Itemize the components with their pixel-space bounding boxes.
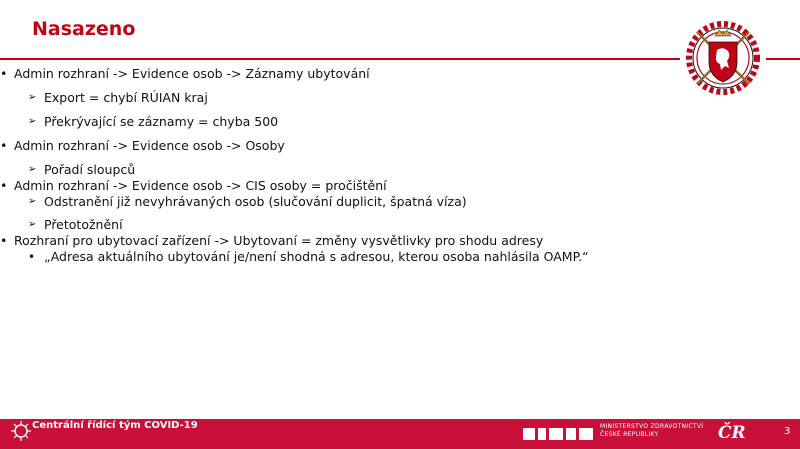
bullet-icon: • (28, 250, 36, 264)
bullet-icon: • (0, 66, 8, 81)
arrow-bullet-icon: ➢ (28, 196, 37, 207)
virus-icon (10, 420, 32, 446)
list-item-text: Admin rozhraní -> Evidence osob -> CIS osoby = pročištění (14, 178, 387, 193)
list-item-text: Admin rozhraní -> Evidence osob -> Osoby (14, 138, 285, 153)
footer-team-name: Centrální řídící tým COVID-19 (32, 420, 198, 431)
ministry-name (600, 423, 703, 439)
list-item-text: Rozhraní pro ubytovací zařízení -> Ubytovaní = změny vysvětlivky pro shodu adresy (14, 233, 544, 248)
list-item-text: Odstranění již nevyhrávaných osob (slučování duplicit, špatná víza) (44, 194, 467, 209)
ministry-line-2: ČESKÉ REPUBLIKY (600, 431, 659, 438)
ministry-line-1: MINISTERSTVO ZDRAVOTNICTVÍ (600, 423, 704, 430)
bullet-icon: • (0, 178, 8, 193)
arrow-bullet-icon: ➢ (28, 164, 37, 175)
list-item-text: Export = chybí RÚIAN kraj (44, 90, 208, 105)
list-item-text: Překrývající se záznamy = chyba 500 (44, 114, 279, 129)
list-item-text: Admin rozhraní -> Evidence osob -> Záznamy ubytování (14, 66, 370, 81)
cr-logo-text: ČR (718, 423, 746, 443)
mz-logo-icon (523, 426, 595, 446)
bullet-icon: • (0, 138, 8, 153)
arrow-bullet-icon: ➢ (28, 219, 37, 230)
list-item-text: „Adresa aktuálního ubytování je/není shodná s adresou, kterou osoba nahlásila OAMP.“ (44, 249, 589, 264)
list-item-text: Přetotožnění (44, 217, 123, 232)
arrow-bullet-icon: ➢ (28, 92, 37, 103)
cr-logo-icon (718, 423, 746, 443)
page-number: 3 (784, 426, 791, 437)
bullet-icon: • (0, 233, 8, 248)
list-item-text: Pořadí sloupců (44, 162, 136, 177)
arrow-bullet-icon: ➢ (28, 116, 37, 127)
slide-title: Nasazeno (32, 18, 136, 40)
footer-bar (0, 419, 800, 449)
army-emblem-icon (680, 14, 766, 104)
